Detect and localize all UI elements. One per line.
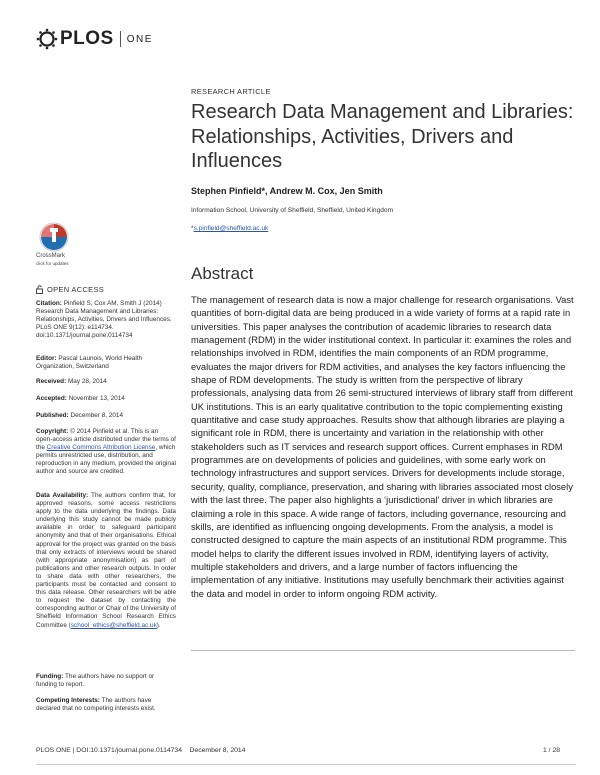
article-type: RESEARCH ARTICLE (191, 87, 271, 96)
accepted-date: November 13, 2014 (68, 395, 125, 402)
abstract-heading: Abstract (191, 264, 254, 283)
author-affiliation: Information School, University of Sheffield, Sheffield, United Kingdom (191, 207, 394, 214)
citation-label: Citation: (36, 300, 62, 307)
data-availability-block (36, 492, 176, 630)
open-lock-icon (36, 285, 43, 294)
journal-name: ONE (126, 33, 153, 45)
brand-name: PLOS (60, 28, 114, 49)
page-number: 1 / 28 (543, 747, 561, 754)
citation-text: Pinfield S, Cox AM, Smith J (2014) Research Data Management and Libraries: Relationships, Activities, Drivers and Influences. PLoS ONE 9(12): e114734. doi:10.1371/journal.pone.0114734 (36, 300, 172, 340)
received-label: Received: (36, 378, 67, 385)
email-link[interactable]: s.pinfield@sheffield.ac.uk (193, 225, 269, 232)
competing-interests-block (36, 697, 176, 713)
corresponding-email (191, 225, 268, 232)
data-availability-end: ). (156, 621, 161, 629)
copyright-label: Copyright: (36, 428, 69, 435)
article-title: Research Data Management and Libraries: Relationships, Activities, Drivers and Influences (191, 101, 574, 172)
competing-interests-label: Competing Interests: (36, 697, 100, 704)
published-label: Published: (36, 412, 69, 419)
plos-one-logo[interactable] (36, 28, 153, 50)
data-availability-text: The authors confirm that, for approved reasons, some access restrictions apply to the data underlying the findings. Data underlying this study cannot be made publicly available in order to safeguard participant anonymity and that of their organisations. Ethical approval for the project was granted on the basis that only extracts of interviews would be shared (with appropriate anonymisation) as part of publications and other research outputs. In order to share data with other researchers, the participants must be contacted and consent to this data release. Other researchers will be able to request the dataset by contacting the corresponding author or Chair of the University of Sheffield Information School Research Ethics Committee ( (36, 492, 176, 629)
competing-interests-text: The authors have declared that no competing interests exist. (36, 697, 156, 713)
citation-block (36, 300, 176, 340)
license-link[interactable]: Creative Commons Attribution License (46, 444, 156, 452)
received-block (36, 378, 176, 386)
funding-text: The authors have no support or funding to report. (36, 673, 155, 689)
logo-separator (120, 31, 121, 47)
copyright-text-end: , which permits unrestricted use, distribution, and reproduction in any medium, provided the original author and source are credited. (36, 444, 176, 476)
funding-label: Funding: (36, 673, 64, 680)
open-access-label: OPEN ACCESS (47, 285, 105, 294)
accepted-block (36, 395, 176, 403)
ethics-email-link[interactable]: school_ethics@sheffield.ac.uk (70, 621, 157, 629)
footer-citation: PLOS ONE | DOI:10.1371/journal.pone.0114734 December 8, 2014 (36, 747, 246, 754)
author-list: Stephen Pinfield*, Andrew M. Cox, Jen Smith (191, 186, 383, 196)
copyright-text-start: © 2014 Pinfield et al. This is an open-access article distributed under the terms of the (36, 428, 176, 452)
crossmark-label: CrossMark (36, 253, 66, 259)
data-availability-label: Data Availability: (36, 492, 89, 499)
crossmark-sublabel: click for updates (36, 261, 69, 266)
open-access-badge (36, 285, 104, 294)
published-block (36, 412, 176, 420)
received-date: May 28, 2014 (67, 378, 107, 385)
published-date: December 8, 2014 (70, 412, 124, 419)
abstract-text: The management of research data is now a major challenge for research organisations. Vast quantities of born-digital data are being produced in a wide variety of forms at a rapid rate in universities. This paper analyses the contribution of academic libraries to research data management (RDM) in the wider institutional context. In particular it: examines the roles and relationships involved in RDM, identifies the main components of an RDM programme, evaluates the major drivers for RDM activities, and analyses the key factors influencing the shape of RDM developments. The study is written from the perspective of library professionals, analysing data from 26 semi-structured interviews of library staff from different UK institutions. This is an early qualitative contribution to the topic complementing existing quantitative and case study approaches. Results show that although libraries are playing a significant role in RDM, there is uncertainty and variation in the relationship with other stakeholders such as IT services and research support offices. Current emphases in RDM programmes are on developments of policies and guidelines, with some early work on technology infrastructures and support services. Drivers for developments include storage, security, quality, compliance, preservation, and sharing with libraries associated most closely with the last three. The paper also highlights a ‘jurisdictional’ driver in which libraries are claiming a role in this space. A wide range of factors, including governance, resourcing and skills, are identified as influencing ongoing developments. From the analysis, a model is constructed designed to capture the main aspects of an institutional RDM programme. This model helps to clarify the different issues involved in RDM, identifying layers of activity, multiple stakeholders and drivers, and a large number of factors influencing the implementation of any initiative. Institutions may usefully benchmark their activities against the data and model in order to inform ongoing RDM activity. (191, 295, 574, 599)
editor-label: Editor: (36, 355, 57, 362)
abstract-divider (191, 650, 575, 651)
plos-logo-icon (36, 28, 58, 50)
copyright-block (36, 428, 176, 477)
editor-block (36, 355, 176, 371)
editor-text: Pascal Launois, World Health Organization, Switzerland (36, 355, 143, 371)
crossmark-badge[interactable] (36, 222, 80, 267)
footer-divider (36, 764, 576, 765)
funding-block (36, 673, 176, 689)
email-marker: * (191, 225, 194, 232)
accepted-label: Accepted: (36, 395, 67, 402)
crossmark-icon (39, 222, 69, 252)
